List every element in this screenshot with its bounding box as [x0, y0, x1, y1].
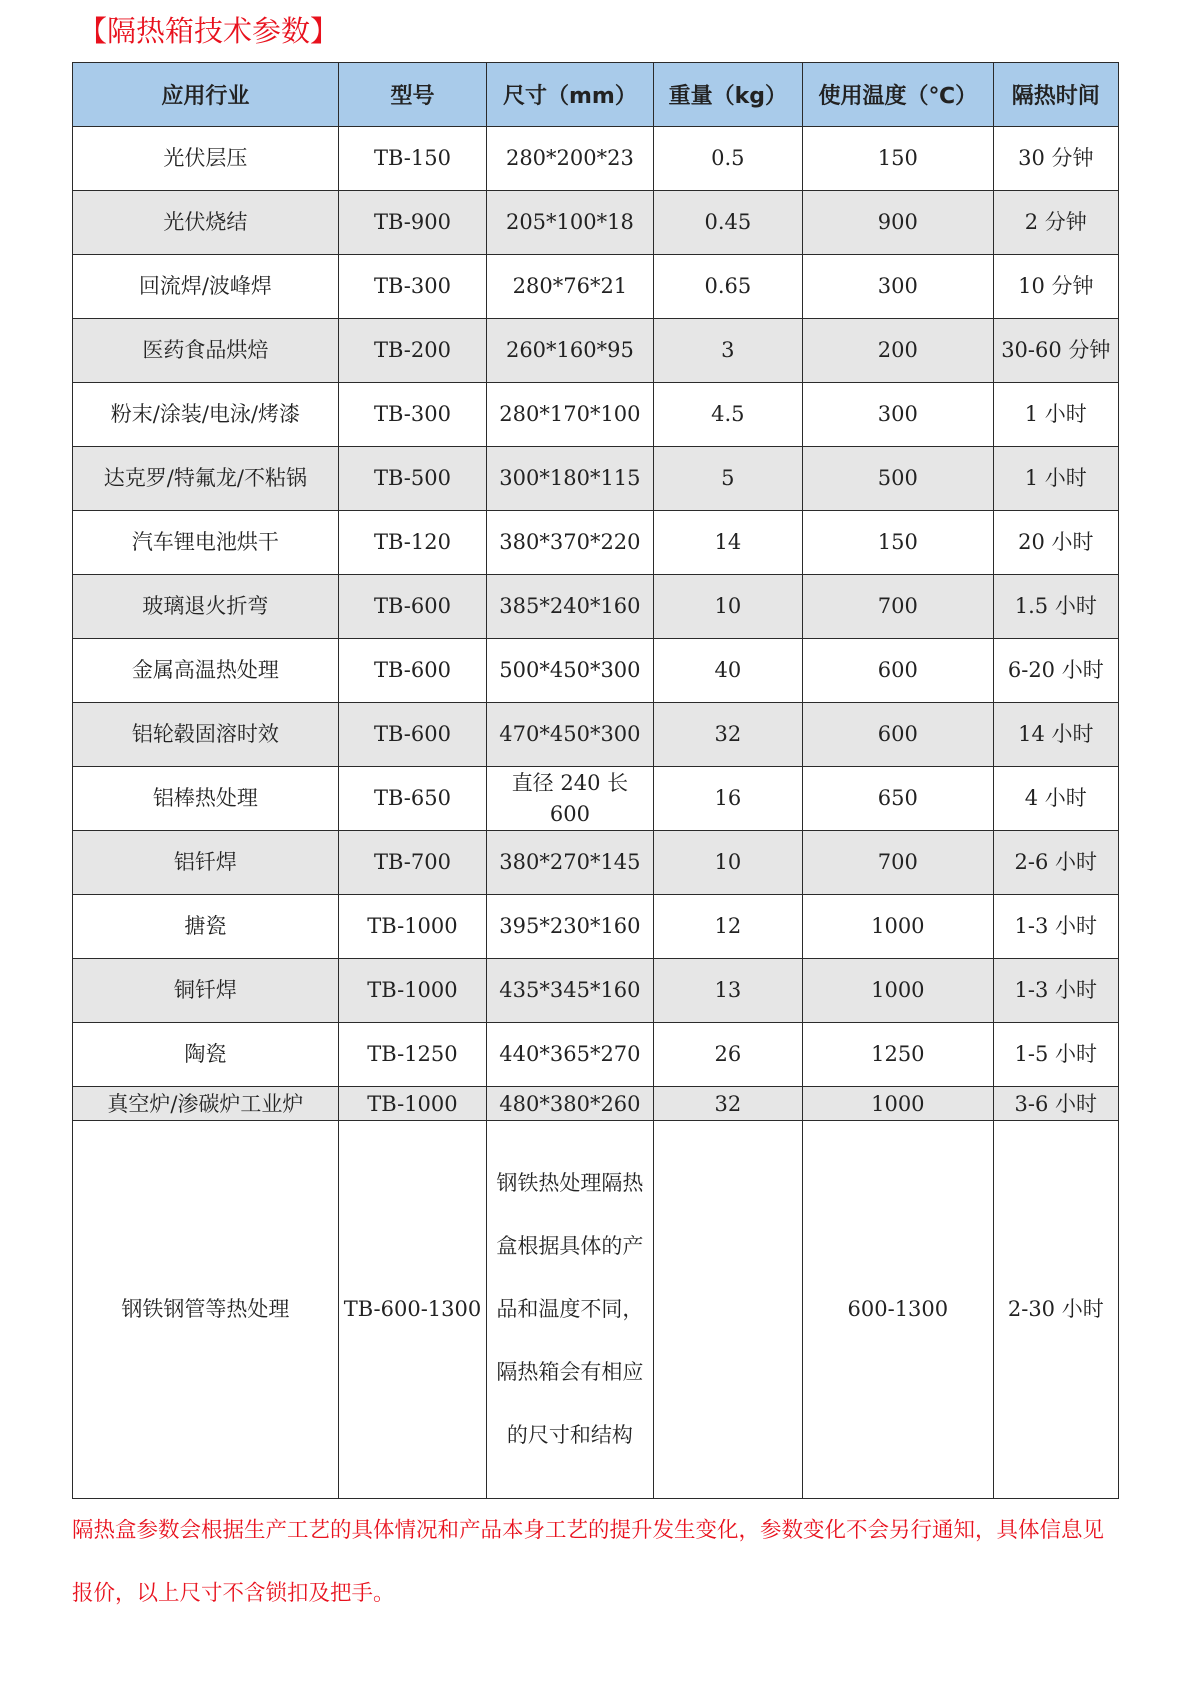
cell-insulation-time: 1.5 小时 [993, 575, 1118, 639]
cell-model: TB-1000 [338, 1087, 486, 1121]
cell-size: 395*230*160 [487, 895, 653, 959]
header-insulation-time: 隔热时间 [993, 63, 1118, 127]
table-row [73, 191, 1119, 255]
header-model: 型号 [338, 63, 486, 127]
cell-temperature: 300 [803, 255, 994, 319]
cell-temperature: 600 [803, 639, 994, 703]
cell-industry: 光伏层压 [73, 127, 339, 191]
cell-weight: 26 [653, 1023, 802, 1087]
cell-size: 380*270*145 [487, 831, 653, 895]
cell-temperature: 500 [803, 447, 994, 511]
cell-industry: 铝轮毂固溶时效 [73, 703, 339, 767]
table-row [73, 1023, 1119, 1087]
cell-industry: 玻璃退火折弯 [73, 575, 339, 639]
cell-size: 直径 240 长 600 [487, 767, 653, 831]
table-row [73, 127, 1119, 191]
cell-temperature: 150 [803, 511, 994, 575]
header-industry: 应用行业 [73, 63, 339, 127]
cell-insulation-time: 1-3 小时 [993, 959, 1118, 1023]
cell-temperature: 1000 [803, 895, 994, 959]
cell-temperature: 1250 [803, 1023, 994, 1087]
cell-weight: 10 [653, 831, 802, 895]
cell-weight: 40 [653, 639, 802, 703]
cell-weight: 16 [653, 767, 802, 831]
cell-temperature: 900 [803, 191, 994, 255]
table-row [73, 319, 1119, 383]
cell-industry: 钢铁钢管等热处理 [73, 1121, 339, 1499]
cell-temperature: 200 [803, 319, 994, 383]
cell-insulation-time: 1 小时 [993, 447, 1118, 511]
cell-model: TB-900 [338, 191, 486, 255]
cell-insulation-time: 30-60 分钟 [993, 319, 1118, 383]
table-row [73, 831, 1119, 895]
cell-size: 385*240*160 [487, 575, 653, 639]
cell-industry: 达克罗/特氟龙/不粘锅 [73, 447, 339, 511]
cell-weight: 13 [653, 959, 802, 1023]
header-weight: 重量（kg） [653, 63, 802, 127]
cell-size: 260*160*95 [487, 319, 653, 383]
cell-temperature: 600 [803, 703, 994, 767]
cell-industry: 陶瓷 [73, 1023, 339, 1087]
cell-size: 500*450*300 [487, 639, 653, 703]
cell-insulation-time: 10 分钟 [993, 255, 1118, 319]
cell-weight: 0.65 [653, 255, 802, 319]
cell-weight: 0.45 [653, 191, 802, 255]
cell-industry: 铜钎焊 [73, 959, 339, 1023]
cell-model: TB-200 [338, 319, 486, 383]
cell-temperature: 700 [803, 575, 994, 639]
header-temperature: 使用温度（℃） [803, 63, 994, 127]
cell-temperature: 1000 [803, 1087, 994, 1121]
cell-size: 280*76*21 [487, 255, 653, 319]
cell-temperature: 600-1300 [803, 1121, 994, 1499]
cell-weight: 10 [653, 575, 802, 639]
table-row [73, 959, 1119, 1023]
table-header-row [73, 63, 1119, 127]
cell-model: TB-700 [338, 831, 486, 895]
cell-size: 470*450*300 [487, 703, 653, 767]
cell-size: 300*180*115 [487, 447, 653, 511]
cell-industry: 光伏烧结 [73, 191, 339, 255]
cell-model: TB-650 [338, 767, 486, 831]
table-row [73, 511, 1119, 575]
cell-insulation-time: 1 小时 [993, 383, 1118, 447]
cell-model: TB-1000 [338, 959, 486, 1023]
cell-size: 钢铁热处理隔热盒根据具体的产品和温度不同，隔热箱会有相应的尺寸和结构 [487, 1121, 653, 1499]
table-row [73, 383, 1119, 447]
cell-size: 380*370*220 [487, 511, 653, 575]
cell-industry: 医药食品烘焙 [73, 319, 339, 383]
cell-weight: 32 [653, 1087, 802, 1121]
table-row [73, 1087, 1119, 1121]
cell-temperature: 700 [803, 831, 994, 895]
cell-model: TB-600-1300 [338, 1121, 486, 1499]
cell-temperature: 300 [803, 383, 994, 447]
cell-insulation-time: 2 分钟 [993, 191, 1118, 255]
cell-insulation-time: 14 小时 [993, 703, 1118, 767]
cell-model: TB-600 [338, 703, 486, 767]
cell-temperature: 150 [803, 127, 994, 191]
cell-size: 435*345*160 [487, 959, 653, 1023]
cell-model: TB-1250 [338, 1023, 486, 1087]
spec-table [72, 62, 1119, 1499]
table-row [73, 639, 1119, 703]
cell-insulation-time: 1-3 小时 [993, 895, 1118, 959]
header-size: 尺寸（mm） [487, 63, 653, 127]
table-row [73, 575, 1119, 639]
cell-weight: 14 [653, 511, 802, 575]
cell-insulation-time: 30 分钟 [993, 127, 1118, 191]
cell-model: TB-600 [338, 639, 486, 703]
cell-industry: 粉末/涂装/电泳/烤漆 [73, 383, 339, 447]
cell-industry: 汽车锂电池烘干 [73, 511, 339, 575]
cell-industry: 真空炉/渗碳炉工业炉 [73, 1087, 339, 1121]
cell-industry: 铝钎焊 [73, 831, 339, 895]
cell-weight: 5 [653, 447, 802, 511]
footnote: 隔热盒参数会根据生产工艺的具体情况和产品本身工艺的提升发生变化，参数变化不会另行通知，具体信息见报价，以上尺寸不含锁扣及把手。 [72, 1518, 1105, 1606]
cell-insulation-time: 6-20 小时 [993, 639, 1118, 703]
table-row [73, 703, 1119, 767]
cell-size: 205*100*18 [487, 191, 653, 255]
cell-size: 280*170*100 [487, 383, 653, 447]
cell-model: TB-300 [338, 383, 486, 447]
cell-size: 440*365*270 [487, 1023, 653, 1087]
cell-insulation-time: 2-6 小时 [993, 831, 1118, 895]
table-row [73, 1121, 1119, 1499]
cell-model: TB-500 [338, 447, 486, 511]
cell-model: TB-300 [338, 255, 486, 319]
cell-model: TB-150 [338, 127, 486, 191]
page-title: 【隔热箱技术参数】 [78, 14, 340, 48]
cell-model: TB-120 [338, 511, 486, 575]
cell-industry: 铝棒热处理 [73, 767, 339, 831]
cell-industry: 搪瓷 [73, 895, 339, 959]
table-row [73, 447, 1119, 511]
table-row [73, 767, 1119, 831]
cell-insulation-time: 3-6 小时 [993, 1087, 1118, 1121]
cell-insulation-time: 4 小时 [993, 767, 1118, 831]
cell-weight: 12 [653, 895, 802, 959]
cell-size: 480*380*260 [487, 1087, 653, 1121]
cell-insulation-time: 2-30 小时 [993, 1121, 1118, 1499]
cell-model: TB-600 [338, 575, 486, 639]
cell-industry: 回流焊/波峰焊 [73, 255, 339, 319]
table-row [73, 255, 1119, 319]
cell-insulation-time: 1-5 小时 [993, 1023, 1118, 1087]
table-row [73, 895, 1119, 959]
cell-insulation-time: 20 小时 [993, 511, 1118, 575]
cell-weight: 32 [653, 703, 802, 767]
cell-weight [653, 1121, 802, 1499]
cell-temperature: 1000 [803, 959, 994, 1023]
cell-industry: 金属高温热处理 [73, 639, 339, 703]
cell-weight: 0.5 [653, 127, 802, 191]
cell-model: TB-1000 [338, 895, 486, 959]
cell-size: 280*200*23 [487, 127, 653, 191]
cell-temperature: 650 [803, 767, 994, 831]
cell-weight: 4.5 [653, 383, 802, 447]
cell-weight: 3 [653, 319, 802, 383]
